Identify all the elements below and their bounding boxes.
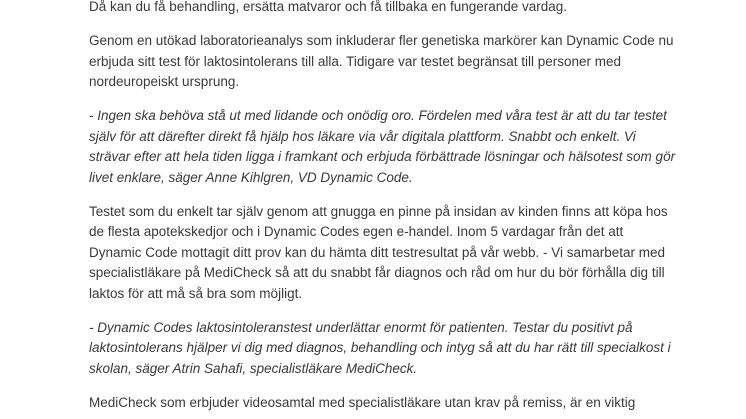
body-paragraph	[89, 202, 689, 305]
article-body	[89, 0, 689, 419]
text-line: - Ingen ska behöva stå ut med lidande och onödig oro. Fördelen med våra test är att du tar testet	[89, 108, 667, 123]
text-line: själv för att därefter direkt få hjälp hos läkare via vår digitala plattform. Snabbt och enkelt. Vi	[89, 128, 636, 144]
text-line: strävar efter att hela tiden ligga i framkant och erbjuda förbättrade lösningar och hälsotest som gör	[89, 149, 676, 164]
text-line: Dynamic Code mottagit ditt prov kan du hämta ditt testresultat på vår webb. - Vi samarbetar med	[89, 244, 666, 260]
text-line: Genom en utökad laboratorieanalys som inkluderar fler genetiska markörer kan Dynamic Code nu	[89, 33, 674, 48]
text-line: laktos för att må så bra som möjligt.	[89, 285, 303, 301]
text-line: livet enklare, säger Anne Kihlgren, VD Dynamic Code.	[89, 169, 413, 185]
text-line: laktosintolerans hjälper vi dig med diagnos, behandling och intyg så att du har rätt till specialkost i	[89, 340, 671, 355]
body-paragraph	[89, 31, 689, 93]
text-line: Testet som du enkelt tar själv genom att gnugga en pinne på insidan av kinden finns att köpa hos	[89, 203, 668, 219]
body-paragraph	[89, 0, 689, 18]
text-line: Då kan du få behandling, ersätta matvaror och få tillbaka en fungerande vardag.	[89, 0, 568, 14]
quote-paragraph	[89, 106, 689, 188]
text-line: - Dynamic Codes laktosintoleranstest underlättar enormt för patienten. Testar du positivt på	[89, 319, 633, 335]
text-line: nordeuropeiskt ursprung.	[89, 74, 240, 89]
text-line: erbjuda sitt test för laktosintolerans till alla. Tidigare var testet begränsat till personer med	[89, 53, 622, 69]
text-line: skolan, säger Atrin Sahafi, specialistläkare MediCheck.	[89, 360, 418, 376]
quote-paragraph	[89, 318, 689, 380]
text-line: specialistläkare på MediCheck så att du snabbt får diagnos och råd om hur du bör förhålla dig till	[89, 265, 665, 280]
text-line: de flesta apotekskedjor och i Dynamic Codes egen e-handel. Inom 5 vardagar från det att	[89, 224, 624, 239]
body-paragraph	[89, 393, 689, 414]
text-line: MediCheck som erbjuder videosamtal med specialistläkare utan krav på remiss, är en viktig	[89, 394, 636, 410]
